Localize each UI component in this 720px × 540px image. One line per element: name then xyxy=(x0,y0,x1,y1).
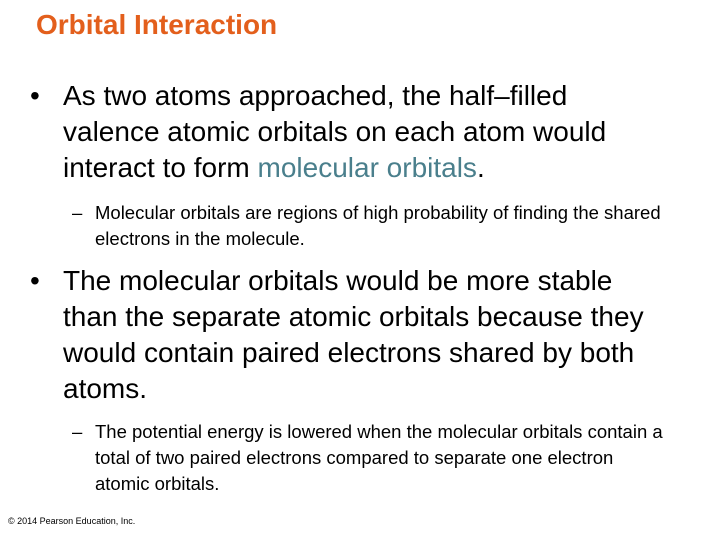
bullet-2-text: The molecular orbitals would be more stable than the separate atomic orbitals because they would contain paired electrons shared by both atoms. xyxy=(63,265,644,404)
bullet-1-text-before: As two atoms approached, the half–filled valence atomic orbitals on each atom would interact to form xyxy=(63,80,607,183)
molecular-orbitals-term: molecular orbitals xyxy=(257,152,477,183)
copyright-footer: © 2014 Pearson Education, Inc. xyxy=(8,516,136,526)
bullet-marker: • xyxy=(30,80,40,111)
bullet-1-text xyxy=(63,78,670,186)
sub-bullet-2-text: The potential energy is lowered when the molecular orbitals contain a total of two paired electrons compared to separate one electron atomic orbitals. xyxy=(95,421,663,494)
sub-bullet-2 xyxy=(72,419,672,497)
sub-bullet-marker: – xyxy=(72,202,83,223)
bullet-1 xyxy=(30,78,670,186)
bullet-1-text-after: . xyxy=(476,152,485,183)
slide-title: Orbital Interaction xyxy=(36,9,278,40)
sub-bullet-1 xyxy=(72,200,672,252)
bullet-marker: • xyxy=(30,265,40,296)
sub-bullet-marker: – xyxy=(72,421,83,442)
sub-bullet-1-text: Molecular orbitals are regions of high probability of finding the shared electrons in the molecule. xyxy=(95,202,661,249)
bullet-2 xyxy=(30,263,670,407)
